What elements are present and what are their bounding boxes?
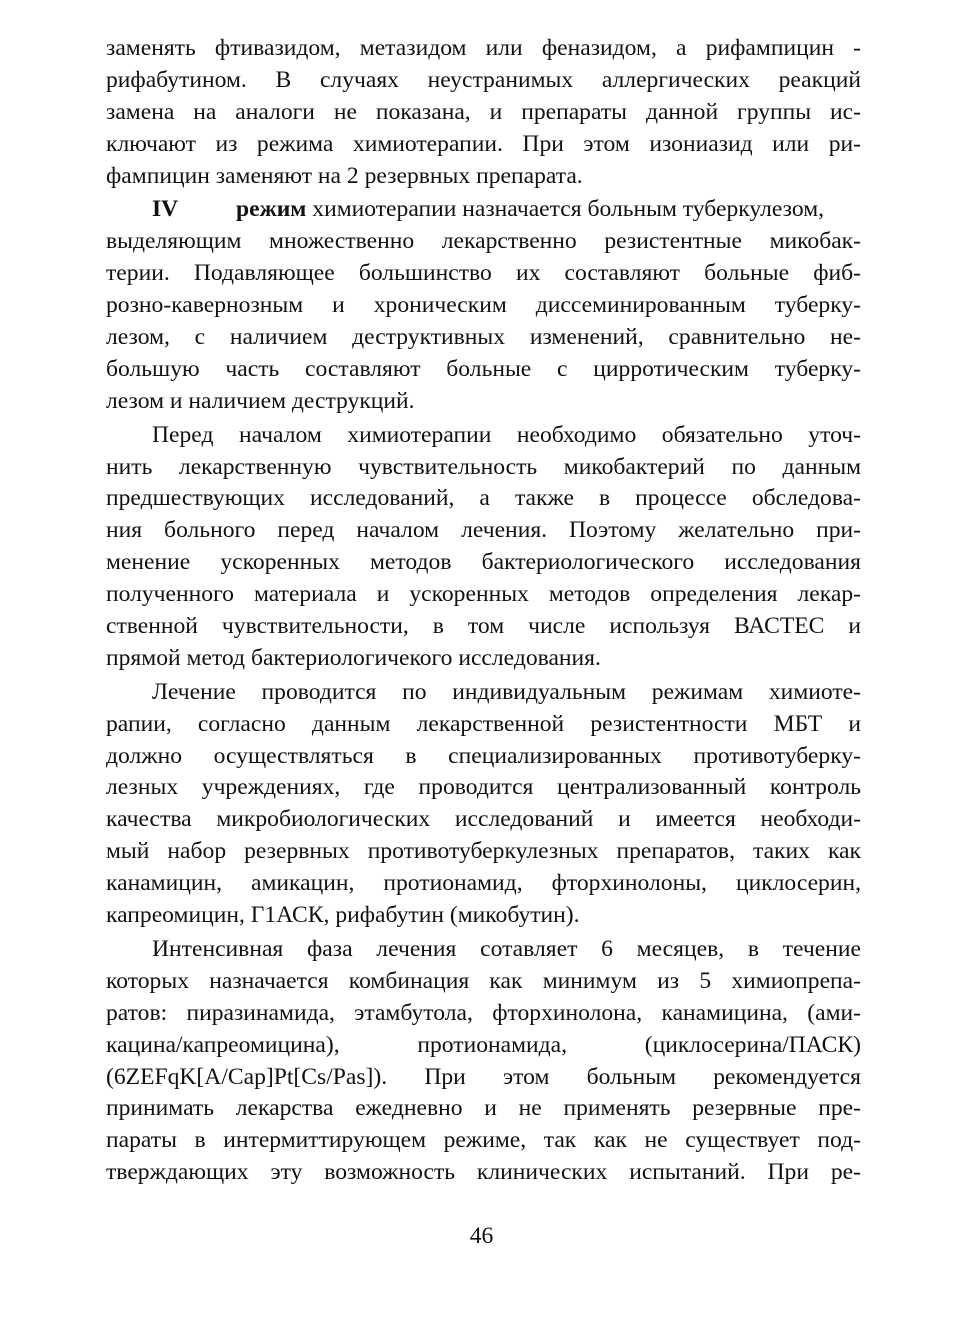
text-line: Лечение проводится по индивидуальным режимам химиоте- <box>152 678 861 705</box>
text-line: заменять фтивазидом, метазидом или феназидом, а рифампицин - <box>106 35 861 61</box>
text-line: которых назначается комбинация как минимум из 5 химиопрепа- <box>106 967 861 994</box>
text-line: рапии, согласно данным лекарственной резистентности МБТ и <box>106 710 861 737</box>
text-line: Интенсивная фаза лечения сотавляет 6 месяцев, в течение <box>152 935 861 962</box>
paragraph <box>106 33 861 192</box>
text-line: лезом и наличием деструкций. <box>106 387 415 414</box>
text-line: ния больного перед началом лечения. Поэтому желательно при- <box>106 517 861 544</box>
text-line: должно осуществляться в специализированных противотуберку- <box>106 742 861 769</box>
text-line: параты в интермиттирующем режиме, так как не существует под- <box>106 1127 861 1154</box>
paragraph <box>106 677 861 932</box>
text-line: розно-кавернозным и хроническим диссеминированным туберку- <box>106 292 861 319</box>
paragraph <box>106 934 861 1189</box>
text-line: капреомицин, Г1АСК, рифабутин (микобутин). <box>106 902 580 929</box>
paragraph <box>106 194 861 417</box>
text-line: ратов: пиразинамида, этамбутола, фторхинолона, канамицина, (ами- <box>106 999 861 1026</box>
text-line: лезом, с наличием деструктивных изменений, сравнительно не- <box>106 324 861 351</box>
text-line: тверждающих эту возможность клинических испытаний. При ре- <box>106 1159 861 1186</box>
text-line: кацина/капреомицина), протионамида, (циклосерина/ПАСК) <box>106 1031 861 1058</box>
text-line <box>106 194 911 226</box>
text-line: рифабутином. В случаях неустранимых аллергических реакций <box>106 66 861 93</box>
regimen-number: IV <box>152 196 179 223</box>
text-line: качества микробиологических исследований и имеется необходи- <box>106 806 861 833</box>
text-line: нить лекарственную чувствительность микобактерий по данным <box>106 453 861 480</box>
text-line: мый набор резервных противотуберкулезных препаратов, таких как <box>106 838 861 865</box>
text-line: Перед началом химиотерапии необходимо обязательно уточ- <box>152 421 861 448</box>
text-line: лезных учреждениях, где проводится централизованный контроль <box>106 774 861 801</box>
body-text <box>106 33 861 1189</box>
text-line: ключают из режима химиотерапии. При этом изониазид или ри- <box>106 130 861 157</box>
text-line: большую часть составляют больные с цирротическим туберку- <box>106 355 861 382</box>
text-line: полученного материала и ускоренных методов определения лекар- <box>106 581 861 608</box>
text-line: терии. Подавляющее большинство их составляют больные фиб- <box>106 260 861 287</box>
text-line: фампицин заменяют на 2 резервных препарата. <box>106 162 583 189</box>
regimen-term: режим <box>236 196 307 223</box>
text-line: предшествующих исследований, а также в процессе обследова- <box>106 485 861 512</box>
text-line: выделяющим множественно лекарственно резистентные микобак- <box>106 228 861 255</box>
text-line: замена на аналоги не показана, и препараты данной группы ис- <box>106 98 861 125</box>
text-line: ственной чувствительности, в том числе используя ВАСТЕС и <box>106 613 861 640</box>
page-number: 46 <box>469 1223 494 1249</box>
text-line: принимать лекарства ежедневно и не применять резервные пре- <box>106 1095 861 1122</box>
paragraph <box>106 420 861 675</box>
text-line: менение ускоренных методов бактериологического исследования <box>106 549 861 576</box>
text-line: прямой метод бактериологичекого исследования. <box>106 644 601 671</box>
text-fragment: химиотерапии назначается больным туберкулезом, <box>312 196 825 223</box>
text-line: канамицин, амикацин, протионамид, фторхинолоны, циклосерин, <box>106 870 861 897</box>
text-line: (6ZEFqK[A/Cap]Pt[Cs/Pas]). При этом больным рекомендуется <box>106 1063 861 1090</box>
